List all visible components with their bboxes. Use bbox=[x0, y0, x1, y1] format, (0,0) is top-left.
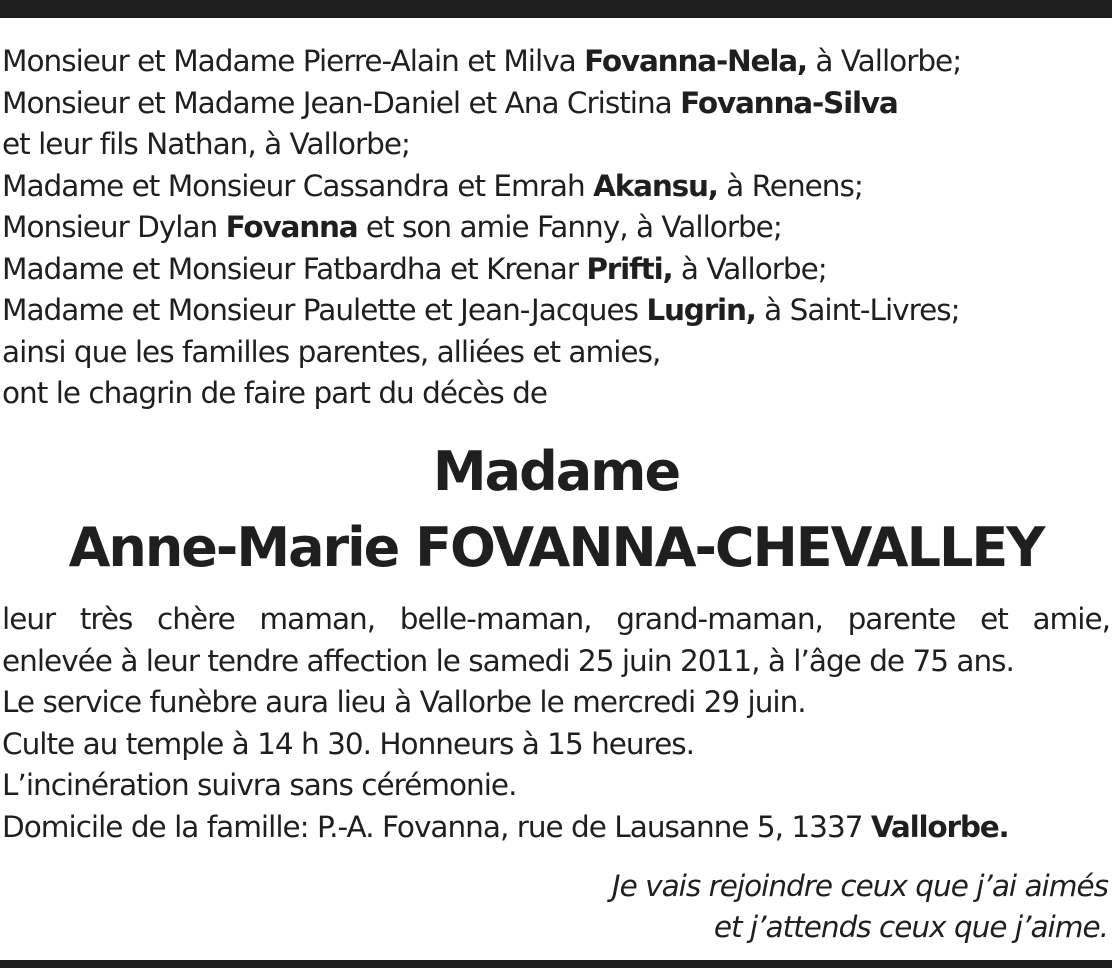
top-border-rule bbox=[0, 0, 1112, 18]
announcement-line: Culte au temple à 14 h 30. Honneurs à 15 heures. bbox=[2, 726, 695, 761]
family-surname: Fovanna-Silva bbox=[680, 85, 898, 120]
domicile-town: Vallorbe. bbox=[870, 809, 1009, 844]
deceased-name: Anne-Marie FOVANNA-CHEVALLEY bbox=[68, 516, 1044, 579]
family-line-text: Monsieur et Madame Pierre-Alain et Milva bbox=[2, 44, 585, 78]
announcement-text bbox=[2, 599, 1110, 848]
family-surname: Fovanna-Nela, bbox=[584, 44, 807, 78]
family-line-text: Madame et Monsieur Fatbardha et Krenar bbox=[2, 251, 587, 286]
quote-line: et j’attends ceux que j’aime. bbox=[713, 910, 1108, 944]
family-line-location: à Vallorbe; bbox=[672, 251, 827, 286]
deceased-title: Madame bbox=[432, 440, 680, 503]
family-line bbox=[2, 41, 1110, 83]
domicile-text: Domicile de la famille: P.-A. Fovanna, rue de Lausanne 5, 1337 bbox=[2, 809, 871, 844]
family-list bbox=[2, 41, 1110, 415]
announcement-line: enlevée à leur tendre affection le samedi 25 juin 2011, à l’âge de 75 ans. bbox=[2, 643, 1014, 678]
family-surname: Prifti, bbox=[586, 251, 673, 286]
family-line-text: Monsieur Dylan bbox=[2, 210, 226, 244]
family-line bbox=[2, 166, 1110, 208]
announcement-line: Le service funèbre aura lieu à Vallorbe le mercredi 29 juin. bbox=[2, 685, 806, 719]
family-line-text: Monsieur et Madame Jean-Daniel et Ana Cristina bbox=[2, 85, 681, 120]
bottom-border-rule bbox=[0, 960, 1112, 968]
announcement-line bbox=[2, 807, 1110, 849]
family-line bbox=[2, 124, 1110, 166]
family-line-text: ainsi que les familles parentes, alliées et amies, bbox=[2, 334, 661, 369]
family-line-text: ont le chagrin de faire part du décès de bbox=[2, 376, 547, 410]
family-line-location: à Vallorbe; bbox=[806, 44, 962, 78]
family-line bbox=[2, 249, 1110, 291]
family-line-location: à Renens; bbox=[717, 168, 863, 203]
announcement-line: leur très chère maman, belle-maman, grand-maman, parente et amie, bbox=[2, 602, 1110, 636]
family-surname: Lugrin, bbox=[646, 293, 756, 327]
family-surname: Fovanna bbox=[225, 210, 358, 244]
announcement-line: L’incinération suivra sans cérémonie. bbox=[2, 768, 517, 802]
family-line bbox=[2, 332, 1110, 374]
quote-line: Je vais rejoindre ceux que j’ai aimés bbox=[611, 869, 1108, 903]
closing-quote bbox=[612, 866, 1108, 948]
family-surname: Akansu, bbox=[593, 168, 718, 203]
family-line-text: Madame et Monsieur Paulette et Jean-Jacques bbox=[2, 293, 647, 327]
family-line bbox=[2, 373, 1110, 415]
deceased-name-block bbox=[0, 434, 1112, 586]
family-line-text: Madame et Monsieur Cassandra et Emrah bbox=[2, 168, 594, 203]
family-line-location: et son amie Fanny, à Vallorbe; bbox=[357, 210, 782, 244]
family-line-location: à Saint-Livres; bbox=[755, 293, 960, 327]
family-line-text: et leur fils Nathan, à Vallorbe; bbox=[2, 127, 410, 161]
family-line bbox=[2, 290, 1110, 332]
family-line bbox=[2, 83, 1110, 125]
family-line bbox=[2, 207, 1110, 249]
